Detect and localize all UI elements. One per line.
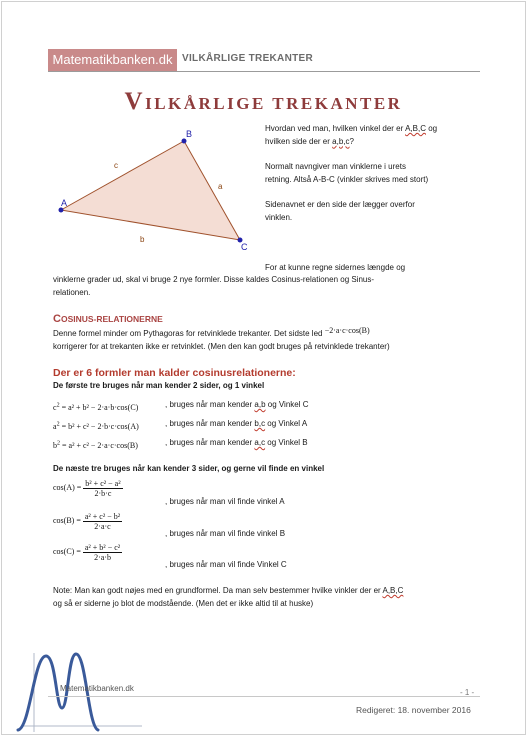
formula-cos-c: cos(C) = $\frac{\text{a² + b² − c²}}{2\cdot a\cdot b}$ xyxy=(53,542,121,562)
point-b xyxy=(182,139,187,144)
section-heading-cosinus: COSINUS-RELATIONERNE xyxy=(53,313,163,325)
formula-cos-b: cos(B) = $\frac{\text{a² + c² − b²}}{2\cdot a\cdot c}$ xyxy=(53,511,121,531)
label-vertex-a: A xyxy=(61,198,68,208)
label-vertex-b: B xyxy=(186,129,193,139)
formula-cos-a: cos(A) = $\frac{\text{b² + c² − a²}}{2\cdot b\cdot c}$ xyxy=(53,478,121,498)
subheading-two-sides: De første tre bruges når man kender 2 sider, og 1 vinkel xyxy=(53,381,265,390)
page-title: VILKÅRLIGE TREKANTER xyxy=(124,88,403,115)
label-side-c: c xyxy=(114,161,118,170)
footer-logo-text: Matematikbanken.dk xyxy=(60,684,134,693)
intro-naming: Normalt navngiver man vinklerne i urets retning. Altså A-B-C (vinkler skrives med stort) xyxy=(265,162,429,184)
label-side-a: a xyxy=(218,182,223,191)
header-brand: Matematikbanken.dk xyxy=(48,49,177,71)
intro-sidename: Sidenavnet er den side der lægger overfor vinklen. xyxy=(265,200,415,222)
footer-rule xyxy=(48,696,480,697)
formula-row-a: $a^2 = b^2 + c^2 - 2\cdot b\cdot c\cdot\cos(A)$ xyxy=(53,421,139,431)
intro-question: Hvordan ved man, hvilken vinkel der er A,B,C og hvilken side der er a,b,c? xyxy=(265,124,438,146)
formula-cos-b-note: , bruges når man vil finde vinkel B xyxy=(165,529,286,538)
label-vertex-c: C xyxy=(241,242,248,252)
intro-formulas-l1: For at kunne regne sidernes længde og xyxy=(265,263,406,272)
formula-note-b: , bruges når man kender a,c og Vinkel B xyxy=(165,438,308,447)
formula-cos-a-note: , bruges når man vil finde vinkel A xyxy=(165,497,285,506)
header-rule xyxy=(48,71,480,72)
section-heading-six-formulas: Der er 6 formler man kalder cosinusrelationerne: xyxy=(53,367,296,379)
triangle-shape xyxy=(61,141,240,240)
edited-date: Redigeret: 18. november 2016 xyxy=(356,705,471,715)
formula-note-a: , bruges når man kender b,c og Vinkel A xyxy=(165,419,308,428)
page-number: - 1 - xyxy=(460,688,475,697)
formula-row-b: $b^2 = a^2 + c^2 - 2\cdot a\cdot c\cdot\cos(B)$ xyxy=(53,440,138,450)
note-text: Note: Man kan godt nøjes med en grundformel. Da man selv bestemmer hvilke vinkler der er A,B,C og så er siderne jo blot de modstående. (Men det er ikke altid til at huske) xyxy=(53,586,404,608)
section1-text: Denne formel minder om Pythagoras for retvinklede trekanter. Det sidste led −2·a·c·cos(B) korrigerer for at trekanten ikke er retvinklet. (Men den kan godt bruges på retvinklede trekanter) xyxy=(53,326,390,351)
label-side-b: b xyxy=(140,235,145,244)
formula-cos-c-note: , bruges når man vil finde Vinkel C xyxy=(165,560,287,569)
header-title: VILKÅRLIGE TREKANTER xyxy=(182,53,313,64)
subheading-three-sides: De næste tre bruges når kan kender 3 sider, og gerne vil finde en vinkel xyxy=(53,464,325,473)
footer-logo xyxy=(12,648,152,734)
formula-row-c: $c^2 = a^2 + b^2 - 2\cdot a\cdot b\cdot\cos(C)$ xyxy=(53,402,139,412)
formula-note-c: , bruges når man kender a,b og Vinkel C xyxy=(165,400,309,409)
triangle-figure xyxy=(50,126,260,256)
point-a xyxy=(59,208,64,213)
intro-formulas-rest: vinklerne grader ud, skal vi bruge 2 nye formler. Disse kaldes Cosinus-relationen og Sinus- relationen. xyxy=(53,275,375,297)
